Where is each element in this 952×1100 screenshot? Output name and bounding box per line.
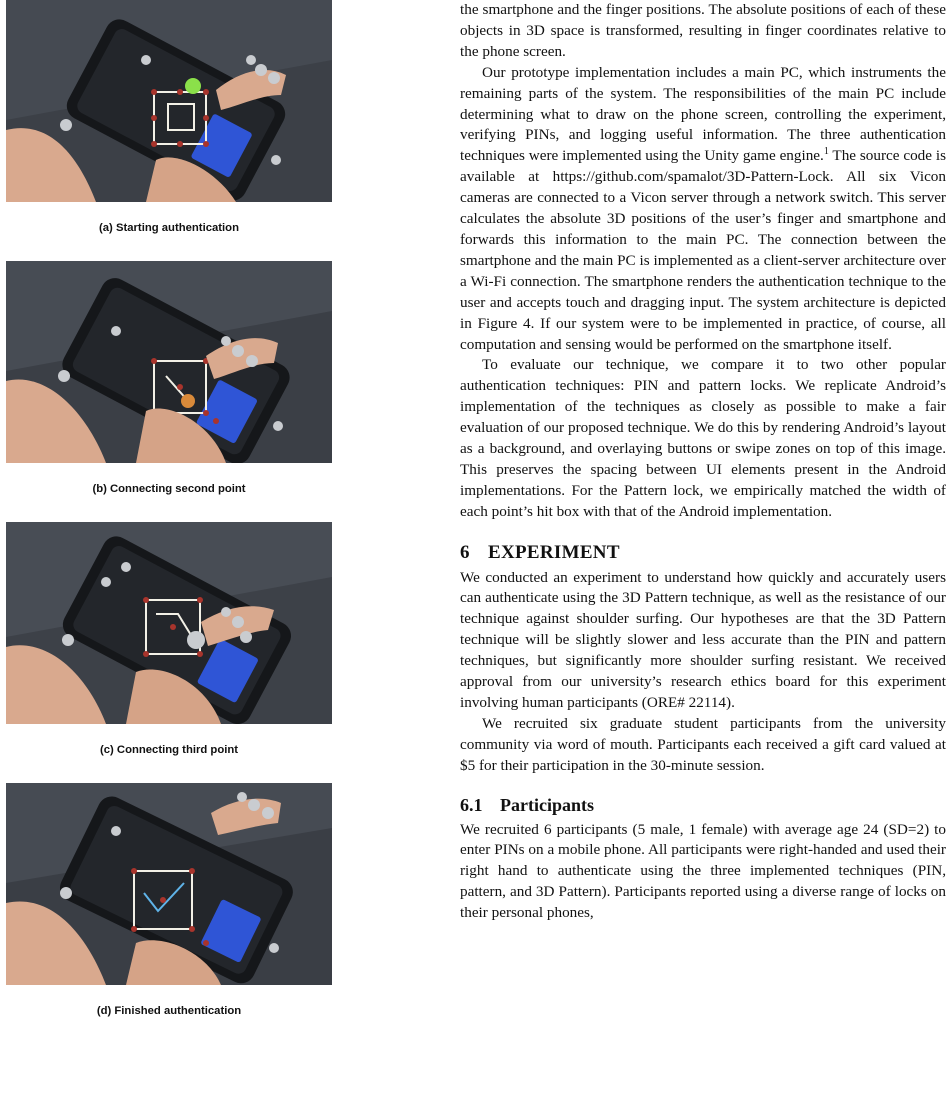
figure-d-photo [6,783,332,985]
paragraph-3: To evaluate our technique, we compare it to two other popular authentication techniques: PIN and pattern locks. We replicate Android’s implementation of the techniques as closely as possible to make a fair evaluation of our proposed technique. We do this by rendering Android’s layout as a background, and overlaying buttons or swipe zones on top of this image. This preserves the spacing between UI elements present in the Android implementations. For the Pattern lock, we empirically matched the width of each point’s hit box with that of the Android implementation. [460,356,946,520]
subsection-heading [460,795,946,816]
footnote-marker: 1 [823,146,829,158]
paragraph-1: the smartphone and the finger positions. The absolute positions of each of these objects in 3D space is transformed, resulting in finger coordinates relative to the phone screen. [460,1,946,60]
paragraph-2-part-b: The source code is available at https://github.com/spamalot/3D-Pattern-Lock. All six Vicon cameras are connected to a Vicon server through a network switch. This server calculates the absolute 3D positions of the user’s finger and smartphone and forwards this information to the main PC. The connection between the smartphone and the main PC is implemented as a client-server architecture over a Wi-Fi connection. The smartphone renders the authentication technique to the user and accepts touch and dragging input. The system architecture is depicted in Figure 4. If our system were to be implemented in practice, of course, all computation and sensing would be performed on the smartphone itself. [460,147,946,353]
paragraph-2-part-a: Our prototype implementation includes a main PC, which instruments the remaining parts of the system. The responsibilities of the main PC include determining what to draw on the phone screen, controlling the experiment, verifying PINs, and logging useful information. The three authentication techniques were implemented using the Unity game engine. [460,63,946,165]
figure-a-caption: (a) Starting authentication [99,222,239,234]
section-title: EXPERIMENT [488,541,620,563]
subsection-title: Participants [500,794,594,815]
figure-c-photo [6,522,332,724]
section-number: 6 [460,541,470,563]
paragraph-5: We recruited six graduate student participants from the university community via word of mouth. Participants each received a gift card valued at $5 for their participation in the 30-minute session. [460,714,946,774]
figure-d-caption: (d) Finished authentication [96,1005,242,1017]
paragraph-4: We conducted an experiment to understand how quickly and accurately users can authenticate using the 3D Pattern technique, as well as the resistance of our technique against shoulder surfing. Our hypotheses are that the 3D Pattern technique will be slightly slower and less accurate than the PIN and pattern techniques, but significantly more shoulder surfing resistant. We received approval from our university’s research ethics board for this experiment involving human participants (ORE# 22114). [460,568,946,711]
figure-b-photo [6,261,332,463]
body-text-column [460,0,946,924]
figure-b-caption: (b) Connecting second point [92,483,246,495]
subsection-number: 6.1 [460,794,483,815]
paragraph-2 [460,63,946,356]
figure-a-photo [6,0,332,202]
section-heading [460,543,946,564]
paragraph-6: We recruited 6 participants (5 male, 1 female) with average age 24 (SD=2) to enter PINs on a mobile phone. All participants were right-handed and used their right hand to authenticate using the three implemented techniques (PIN, pattern, and 3D Pattern). Participants reported using a diverse range of locks on their personal phones, [460,820,946,922]
figure-c-caption: (c) Connecting third point [99,744,239,756]
